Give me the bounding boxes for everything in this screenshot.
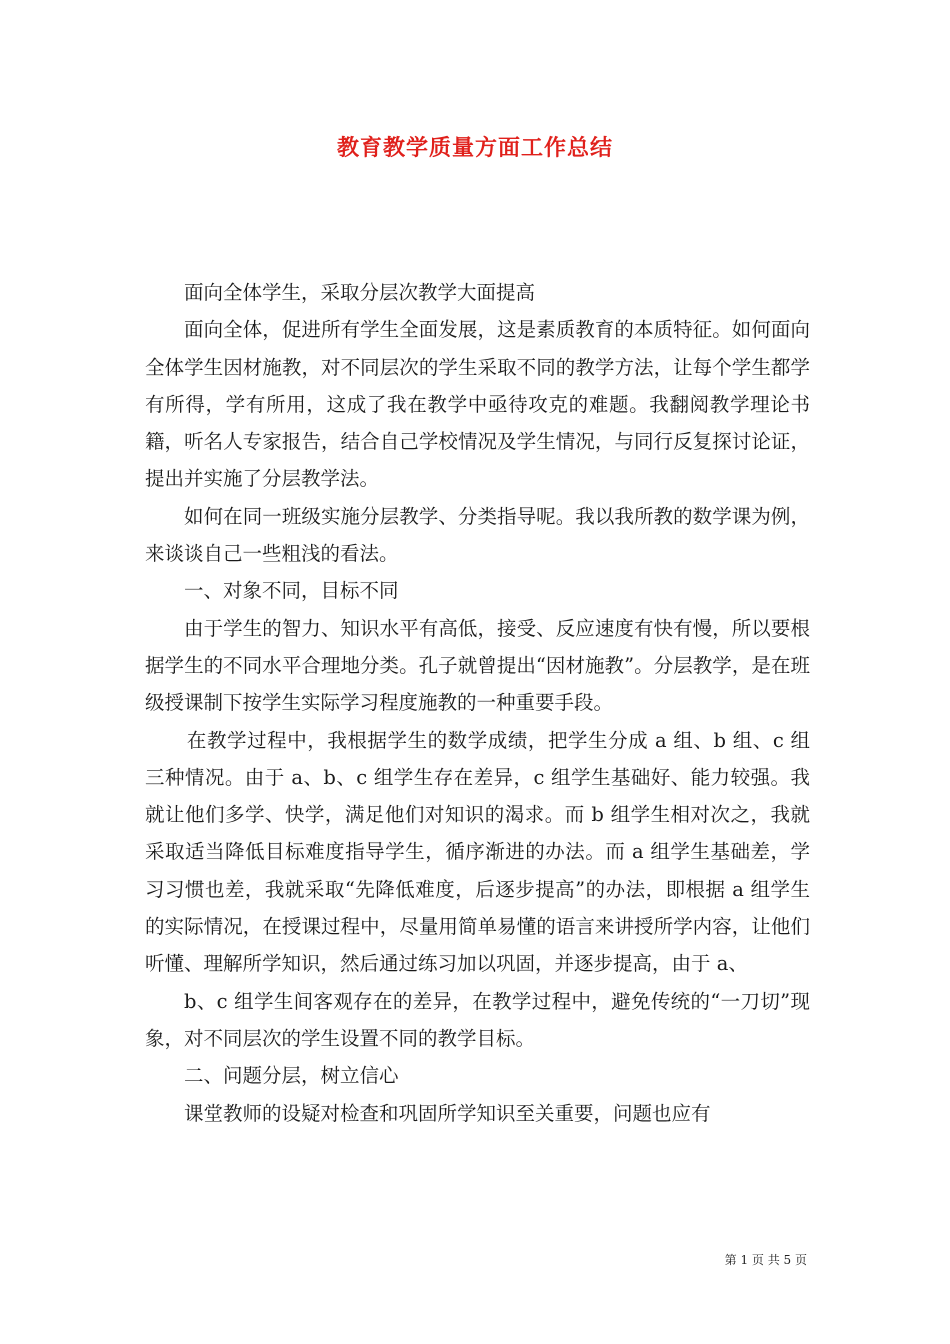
document-body [145, 274, 810, 1132]
paragraph: b、c 组学生间客观存在的差异，在教学过程中，避免传统的“一刀切”现象，对不同层次的学生设置不同的教学目标。 [145, 989, 810, 1050]
paragraph: 在教学过程中，我根据学生的数学成绩，把学生分成 a 组、b 组、c 组三种情况。由于 a、b、c 组学生存在差异，c 组学生基础好、能力较强。我就让他们多学、快学，满足他们对知识的渴求。而 b 组学生相对次之，我就采取适当降低目标难度指导学生，循序渐进的办法。而 a 组学生基础差，学习习惯也差，我就采取“先降低难度，后逐步提高”的办法，即根据 a 组学生的实际情况，在授课过程中，尽量用简单易懂的语言来讲授所学内容，让他们听懂、理解所学知识，然后通过练习加以巩固，并逐步提高，由于 a、 [145, 728, 810, 976]
section-heading: 二、问题分层，树立信心 [184, 1064, 399, 1088]
paragraph: 面向全体学生，采取分层次教学大面提高 [184, 281, 536, 304]
document-title: 教育教学质量方面工作总结 [336, 135, 613, 161]
paragraph: 课堂教师的设疑对检查和巩固所学知识至关重要，问题也应有 [184, 1101, 711, 1125]
paragraph: 面向全体，促进所有学生全面发展，这是素质教育的本质特征。如何面向全体学生因材施教，对不同层次的学生采取不同的教学方法，让每个学生都学有所得，学有所用，这成了我在教学中亟待攻克的难题。我翻阅教学理论书籍，听名人专家报告，结合自己学校情况及学生情况，与同行反复探讨论证，提出并实施了分层教学法。 [145, 318, 810, 491]
paragraph: 由于学生的智力、知识水平有高低，接受、反应速度有快有慢，所以要根据学生的不同水平合理地分类。孔子就曾提出“因材施教”。分层教学，是在班级授课制下按学生实际学习程度施教的一种重要手段。 [145, 616, 810, 715]
page-number-footer: 第 1 页 共 5 页 [724, 1253, 807, 1267]
paragraph: 如何在同一班级实施分层教学、分类指导呢。我以我所教的数学课为例，来谈谈自己一些粗浅的看法。 [145, 504, 810, 566]
section-heading: 一、对象不同，目标不同 [184, 579, 399, 603]
